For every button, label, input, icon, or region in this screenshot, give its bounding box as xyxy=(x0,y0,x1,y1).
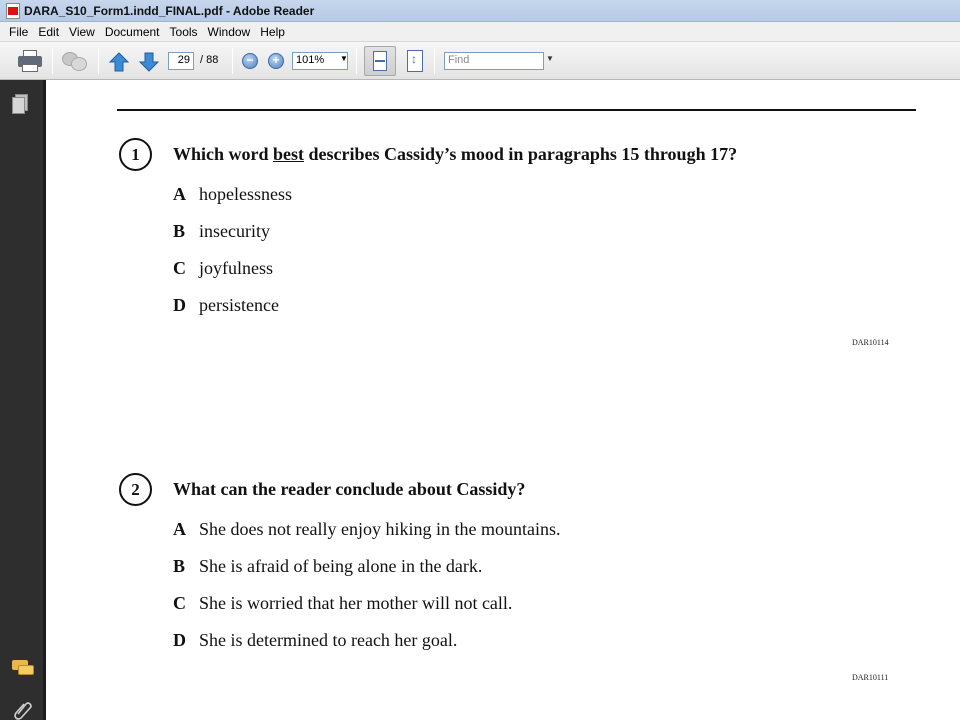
option-letter: B xyxy=(173,221,186,241)
title-bar xyxy=(0,0,960,22)
previous-page-icon[interactable] xyxy=(108,51,130,73)
zoom-dropdown-icon[interactable]: ▼ xyxy=(340,54,348,63)
fit-width-icon[interactable] xyxy=(404,48,426,74)
zoom-out-icon[interactable]: − xyxy=(242,53,258,69)
page-number-input[interactable]: 29 xyxy=(168,52,194,70)
fit-page-icon[interactable] xyxy=(364,46,396,76)
question-stem xyxy=(173,144,737,165)
collaborate-icon[interactable] xyxy=(62,50,88,72)
question-number: 1 xyxy=(119,138,152,171)
stem-emphasis: best xyxy=(273,144,305,164)
zoom-value: 101% xyxy=(296,54,325,66)
option-letter: A xyxy=(173,184,186,204)
menu-tools[interactable]: Tools xyxy=(169,24,198,39)
stem-text: describes Cassidy’s mood in paragraphs 15 through 17? xyxy=(304,144,738,164)
find-dropdown-icon[interactable]: ▼ xyxy=(546,54,554,63)
option-letter: B xyxy=(173,556,186,576)
question-number: 2 xyxy=(119,473,152,506)
answer-option-c[interactable] xyxy=(173,593,512,614)
toolbar-separator xyxy=(98,48,99,74)
answer-option-c[interactable] xyxy=(173,258,273,279)
menu-window[interactable]: Window xyxy=(207,24,251,39)
menu-edit[interactable]: Edit xyxy=(38,24,60,39)
option-letter: D xyxy=(173,295,186,315)
option-text: She is determined to reach her goal. xyxy=(199,630,458,650)
menu-bar xyxy=(0,22,960,42)
answer-option-a[interactable] xyxy=(173,519,560,540)
answer-option-d[interactable] xyxy=(173,295,279,316)
header-rule xyxy=(117,109,916,111)
attachments-icon[interactable] xyxy=(12,698,34,720)
option-letter: C xyxy=(173,593,186,613)
page-total: / 88 xyxy=(200,54,219,66)
answer-option-d[interactable] xyxy=(173,630,457,651)
toolbar-separator xyxy=(232,48,233,74)
option-text: persistence xyxy=(199,295,279,315)
toolbar-separator xyxy=(52,48,53,74)
comments-icon[interactable] xyxy=(12,660,36,678)
navigation-panel xyxy=(0,80,46,720)
find-input[interactable]: Find xyxy=(444,52,544,70)
option-text: She is afraid of being alone in the dark. xyxy=(199,556,483,576)
menu-document[interactable]: Document xyxy=(104,24,160,39)
item-code: DAR10111 xyxy=(852,673,889,682)
option-letter: C xyxy=(173,258,186,278)
option-text: She is worried that her mother will not call. xyxy=(199,593,513,613)
adobe-reader-icon xyxy=(6,3,20,19)
question-stem: What can the reader conclude about Cassidy? xyxy=(173,479,526,499)
stem-text: Which word xyxy=(173,144,274,164)
answer-option-a[interactable] xyxy=(173,184,292,205)
pages-icon[interactable] xyxy=(12,94,30,116)
menu-help[interactable]: Help xyxy=(260,24,285,39)
option-letter: D xyxy=(173,630,186,650)
toolbar xyxy=(0,42,960,80)
window-title: DARA_S10_Form1.indd_FINAL.pdf - Adobe Reader xyxy=(24,3,315,18)
menu-view[interactable]: View xyxy=(69,24,95,39)
toolbar-separator xyxy=(434,48,435,74)
option-text: insecurity xyxy=(199,221,270,241)
answer-option-b[interactable] xyxy=(173,221,270,242)
zoom-in-icon[interactable]: + xyxy=(268,53,284,69)
option-text: hopelessness xyxy=(199,184,292,204)
option-letter: A xyxy=(173,519,186,539)
item-code: DAR10114 xyxy=(852,338,889,347)
option-text: She does not really enjoy hiking in the mountains. xyxy=(199,519,561,539)
document-page xyxy=(49,80,960,720)
answer-option-b[interactable] xyxy=(173,556,482,577)
print-icon[interactable] xyxy=(18,50,42,72)
next-page-icon[interactable] xyxy=(138,51,160,73)
option-text: joyfulness xyxy=(199,258,273,278)
menu-file[interactable]: File xyxy=(9,24,29,39)
toolbar-separator xyxy=(356,48,357,74)
